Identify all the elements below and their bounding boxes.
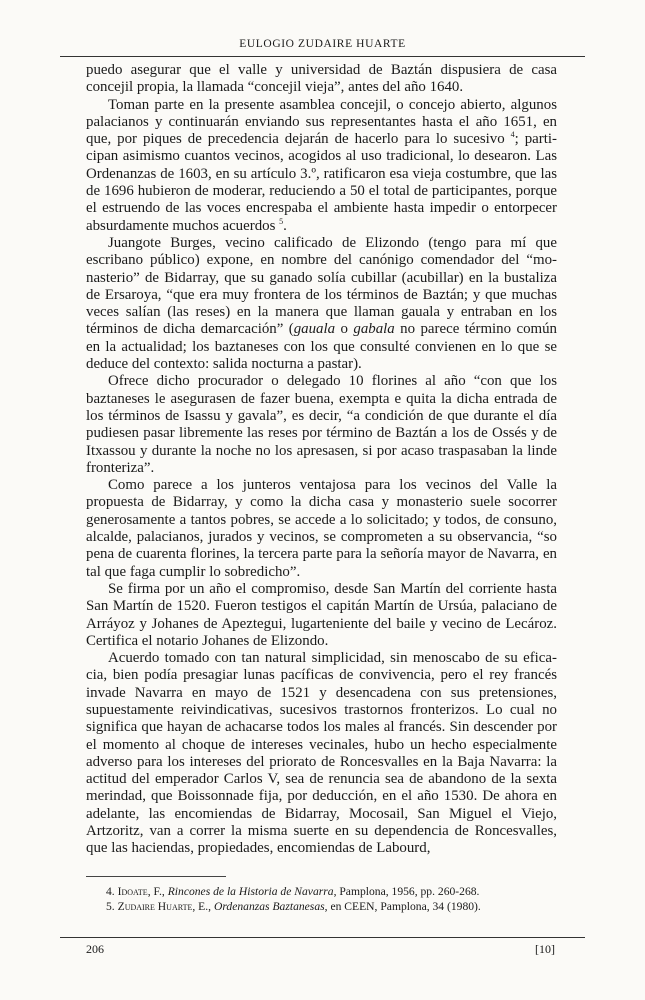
- footnote-title: Ordenanzas Baztanesas: [213, 900, 325, 913]
- header-rule: [60, 56, 585, 57]
- footnote-separator: [86, 876, 226, 877]
- footnote-number: 4.: [106, 885, 115, 898]
- footnotes: [86, 884, 557, 914]
- footnote-rest: , en CEEN, Pamplona, 34 (1980).: [324, 900, 481, 913]
- footnote-rest: , Pamplona, 1956, pp. 260-268.: [333, 885, 480, 898]
- paragraph: [86, 97, 557, 235]
- footnote: [86, 899, 557, 914]
- footnote: [86, 884, 557, 899]
- text-run: Como parece a los junteros ventajosa para los vecinos del Valle la propuesta de Bidarray, y como la dicha casa y monasterio suele socorrer generosamente a tantos pobres, se accede a lo solicitado; y todos, de consuno, alcalde, palacianos, jurados y vecinos, se comprometen a su observancia, “so pena de cuarenta florines, la tercera parte para la señoría mayor de Navarra, en tal que faga cumplir lo sobredicho”.: [86, 477, 557, 580]
- italic-term: gabala: [353, 321, 395, 338]
- text-run: Ofrece dicho procurador o delegado 10 florines al año “con que los baztaneses le asegurasen de fazer buena, exempta e quita la dicha entrada de los términos de Isassu y gavala”, es decir, “a condición de que durante el día pudiesen pasar libremente las reses por término de Baztán a los de Ossés y de Itxassou y durante la noche no los apresasen, si por acaso traspasaban la linde fronteriza”.: [86, 373, 557, 476]
- text-run: .: [283, 217, 287, 234]
- paragraph: [86, 235, 557, 373]
- paragraph: [86, 581, 557, 650]
- footer-rule: [60, 937, 585, 938]
- paragraph: [86, 62, 557, 97]
- text-run: o: [335, 321, 354, 338]
- text-run: no parece término común en la actualidad; los baztaneses con los que consulté convienen en lo que se deduce del contexto: salida nocturna a pastar).: [86, 321, 557, 373]
- footnote-author: Idoate: [117, 885, 148, 898]
- footnote-number: 5.: [106, 900, 115, 913]
- footnote-author: Zudaire Huarte: [117, 900, 193, 913]
- paragraph: [86, 477, 557, 581]
- body-text: [86, 62, 557, 858]
- text-run: Juangote Burges, vecino calificado de Elizondo (tengo para mí que escribano público) expone, en nombre del canónigo comendador del “monasterio” de Bidarray, que su ganado solía cubillar (acubillar) en la bustaliza de Ersaroya, “que era muy frontera de los términos de Baztán; y que muchas veces salían (las reses) en la manera que llaman gauala y entraban en los términos de dicha demarcación” (: [86, 234, 557, 338]
- footnote-title: Rincones de la Historia de Navarra: [167, 885, 334, 898]
- footnote-ref: 5: [279, 216, 284, 226]
- italic-term: gauala: [293, 321, 336, 338]
- text-run: Toman parte en la presente asamblea concejil, o concejo abierto, algunos palacianos y continuarán enviando sus representantes hasta el año 1651, en que, por piques de precedencia dejarán de hacerlo para lo sucesivo: [86, 96, 557, 148]
- footnote-ref: 4: [510, 130, 515, 140]
- footnote-initials: , F.,: [147, 885, 168, 898]
- footnote-initials: , E.,: [192, 900, 214, 913]
- running-head: EULOGIO ZUDAIRE HUARTE: [239, 38, 406, 50]
- text-run: ; participan asimismo cuantos vecinos, acogidos al uso tradicional, lo desearon. Las Ordenanzas de 1603, en su artículo 3.º, ratificaron esa vieja costumbre, que las de 1696 hubieron de moderar, reduciendo a 50 el total de participantes, porque el estruendo de las voces encrespaba el ambiente hasta impedir o entorpecer absurdamente muchos acuerdos: [86, 131, 557, 234]
- paragraph: [86, 373, 557, 477]
- text-run: Acuerdo tomado con tan natural simplicidad, sin menoscabo de su eficacia, bien podía presagiar lunas pacíficas de convivencia, pero el rey francés invade Navarra en mayo de 1521 y desencadena con sus pretensiones, supuestamente reivindicativas, sucesivos trastornos fronterizos. Lo cual no significa que hayan de achacarse todos los males al francés. Sin descender por el momento al choque de intereses vecinales, hubo un hecho especialmente adverso para los intereses del priorato de Roncesvalles en la Baja Navarra: la actitud del emperador Carlos V, sea de renuncia sea de abandono de la sexta merindad, que Boissonnade fija, por deducción, en el año 1530. De ahora en adelante, las encomiendas de Bidarray, Mocosail, San Miguel el Viejo, Artzoritz, van a correr la misma suerte en su dependencia de Roncesvalles, que las haciendas, propiedades, encomiendas de Labourd,: [86, 650, 557, 857]
- text-run: puedo asegurar que el valle y universidad de Baztán dispusiera de casa concejil propia, la llamada “concejil vieja”, antes del año 1640.: [86, 62, 557, 96]
- page-number: 206: [86, 942, 104, 956]
- page-bracket-number: [10]: [535, 942, 555, 956]
- text-run: Se firma por un año el compromiso, desde San Martín del corriente hasta San Martín de 1520. Fueron testigos el capitán Martín de Ursúa, palaciano de Arráyoz y Johanes de Apeztegui, lugarteniente del baile y vecino de Lecároz. Certifica el notario Johanes de Elizondo.: [86, 580, 557, 649]
- paragraph: [86, 650, 557, 858]
